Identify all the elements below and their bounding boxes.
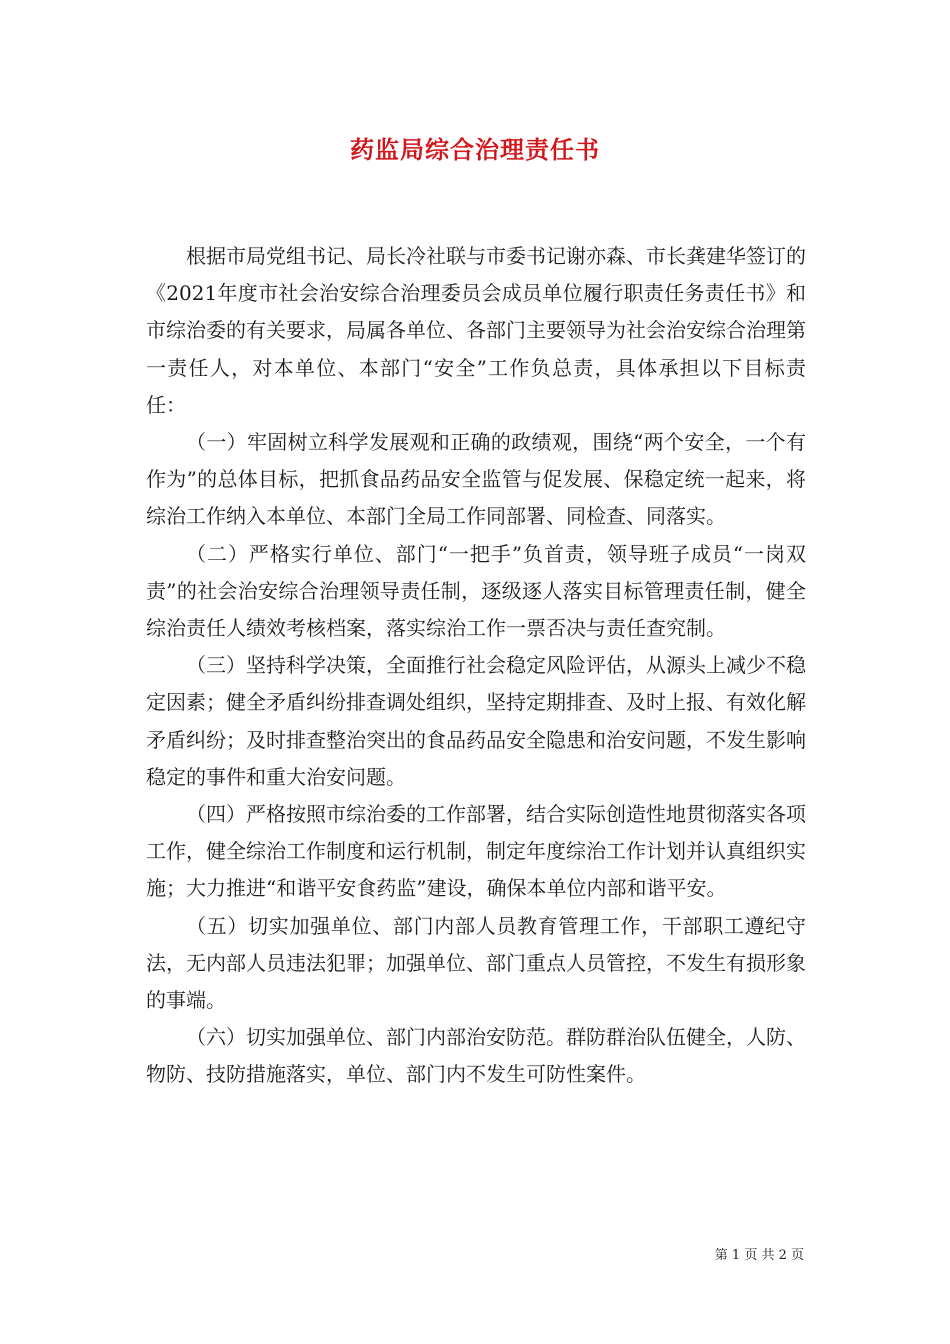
paragraph-item-4: （四）严格按照市综治委的工作部署，结合实际创造性地贯彻落实各项工作，健全综治工作制度和运行机制，制定年度综治工作计划并认真组织实施；大力推进“和谐平安食药监”建设，确保本单位内部和谐平安。 [146, 802, 806, 901]
document-body [146, 238, 806, 1094]
document-title: 药监局综合治理责任书 [350, 135, 600, 164]
paragraph-item-6: （六）切实加强单位、部门内部治安防范。群防群治队伍健全，人防、物防、技防措施落实，单位、部门内不发生可防性案件。 [146, 1025, 806, 1087]
paragraph-intro: 根据市局党组书记、局长冷社联与市委书记谢亦森、市长龚建华签订的《2021年度市社会治安综合治理委员会成员单位履行职责任务责任书》和市综治委的有关要求，局属各单位、各部门主要领导为社会治安综合治理第一责任人，对本单位、本部门“安全”工作负总责，具体承担以下目标责任： [146, 244, 806, 417]
paragraph-item-1: （一）牢固树立科学发展观和正确的政绩观，围绕“两个安全，一个有作为”的总体目标，把抓食品药品安全监管与促发展、保稳定统一起来，将综治工作纳入本单位、本部门全局工作同部署、同检查、同落实。 [146, 430, 806, 529]
page-number-footer: 第 1 页 共 2 页 [714, 1248, 804, 1263]
paragraph-item-5: （五）切实加强单位、部门内部人员教育管理工作，干部职工遵纪守法，无内部人员违法犯罪；加强单位、部门重点人员管控，不发生有损形象的事端。 [146, 913, 806, 1013]
paragraph-item-3: （三）坚持科学决策，全面推行社会稳定风险评估，从源头上减少不稳定因素；健全矛盾纠纷排查调处组织，坚持定期排查、及时上报、有效化解矛盾纠纷；及时排查整治突出的食品药品安全隐患和治安问题，不发生影响稳定的事件和重大治安问题。 [146, 653, 806, 789]
paragraph-item-2: （二）严格实行单位、部门“一把手”负首责，领导班子成员“一岗双责”的社会治安综合治理领导责任制，逐级逐人落实目标管理责任制，健全综治责任人绩效考核档案，落实综治工作一票否决与责任查究制。 [146, 541, 806, 641]
